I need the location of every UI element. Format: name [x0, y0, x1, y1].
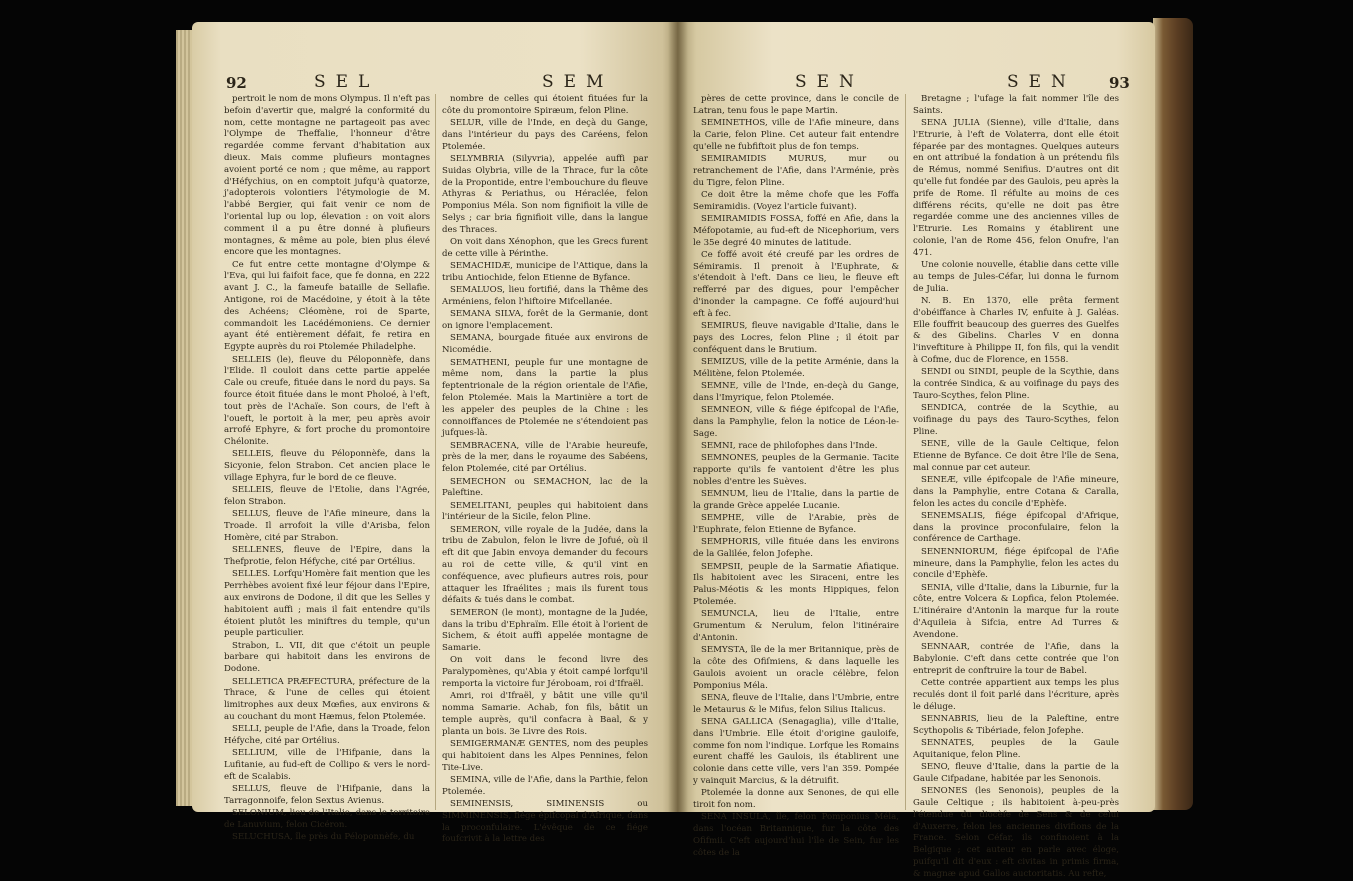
entry-paragraph: SENA INSULA, île, felon Pomponius Méla, dans l'océan Britannique, fur la côte des Ofifmii. C'eft aujourd'hui l'île de Sein, fur les côtes de la: [693, 812, 899, 858]
entry-paragraph: SENENNIORUM, fiége épifcopal de l'Afie mineure, dans la Pamphylie, felon les actes du concile d'Ephèfe.: [913, 546, 1119, 581]
entry-paragraph: SENNABRIS, lieu de la Paleftine, entre Scythopolis & Tibériade, felon Jofephe.: [913, 713, 1119, 736]
entry-paragraph: SEMUNCLA, lieu de l'Italie, entre Grumentum & Nerulum, felon l'itinéraire d'Antonin.: [693, 609, 899, 643]
entry-paragraph: SEMBRACENA, ville de l'Arabie heureufe, près de la mer, dans le royaume des Sabéens, felon Ptolemée, cité par Ortélius.: [442, 440, 648, 475]
entry-paragraph: Bretagne ; l'ufage la fait nommer l'île des Saints.: [913, 94, 1119, 116]
entry-paragraph: SELLUS, fleuve de l'Afie mineure, dans la Troade. Il arrofoit la ville d'Arisba, felon Homère, cité par Strabon.: [224, 509, 430, 543]
entry-paragraph: SENONES (les Senonois), peuples de la Gaule Celtique ; ils habitoient à-peu-près l'étendue du diocèfe de Sens & de celui d'Auxerre, felon les anciennes divifions de la France. Selon Céfar, ils confinoient à la Belgique ; cet auteur en parle avec éloge, puifqu'il dit d'eux : eft civitas in primis firma, & magnæ apud Gallos auctoritatis. Au refte,: [913, 786, 1119, 879]
entry-paragraph: SELLI, peuple de l'Afie, dans la Troade, felon Héfyche, cité par Ortélius.: [224, 724, 430, 747]
entry-paragraph: SEMNE, ville de l'Inde, en-deçà du Gange, dans l'Imyrique, felon Ptolemée.: [693, 381, 899, 403]
entry-paragraph: pertroit le nom de mons Olympus. Il n'eft pas befoin d'avertir que, malgré la conformité du nom, cette montagne ne partageoit pas avec l'Olympe de Theffalie, l'honneur d'être regardée comme fervant d'habitation aux dieux. Mais comme plufieurs montagnes avoient porté ce nom ; que même, au rapport d'Héfychius, on en comptoit jufqu'à quatorze, j'adopterois volontiers l'étymologie de M. l'abbé Bergier, qui fait venir ce nom de l'oriental lup ou lop, élevation : on voit alors comment il a pu être donné à plufieurs montagnes, & même au pole, bien plus élevé encore que les montagnes.: [224, 94, 430, 258]
entry-paragraph: Ce doit être la même chofe que les Foffa Semiramidis. (Voyez l'article fuivant).: [693, 189, 899, 212]
entry-paragraph: SEMINA, ville de l'Afie, dans la Parthie, felon Ptolemée.: [442, 774, 648, 797]
entry-paragraph: SENA GALLICA (Senagaglia), ville d'Italie, dans l'Umbrie. Elle étoit d'origine gauloife, comme fon nom l'indique. Lorfque les Romains eurent chaffé les Gaulois, ils établirent une colonie dans cette ville, vers l'an 359. Pompée y vainquit Marcius, & la détruifit.: [693, 716, 899, 786]
entry-paragraph: SEMANA SILVA, forêt de la Germanie, dont on ignore l'emplacement.: [442, 309, 648, 332]
entry-paragraph: SEMALUOS, lieu fortifié, dans la Thême des Arméniens, felon l'hiftoire Mifcellanée.: [442, 285, 648, 308]
entry-paragraph: nombre de celles qui étoient fituées fur la côte du promontoire Spiræum, felon Pline.: [442, 94, 648, 116]
entry-paragraph: On voit dans Xénophon, que les Grecs furent de cette ville à Périnthe.: [442, 237, 648, 259]
entry-paragraph: SEMERON, ville royale de la Judée, dans la tribu de Zabulon, felon le livre de Jofué, où il eft dit que Jabin envoya demander du fecours au roi de cette ville, & qu'il vint en conféquence, avec plufieurs autres rois, pour attaquer les Ifraélites ; mais ils furent tous défaits & tués dans le combat.: [442, 524, 648, 606]
entry-paragraph: SENEÆ, ville épifcopale de l'Afie mineure, dans la Pamphylie, entre Cotana & Caralla, felon les actes du concile d'Ephèfe.: [913, 475, 1119, 509]
entry-paragraph: SEMPHE, ville de l'Arabie, près de l'Euphrate, felon Etienne de Byfance.: [693, 513, 899, 536]
entry-paragraph: SELONIUM, lieu de l'Italie, dans le territoire de Lanuvium, felon Cicéron.: [224, 808, 430, 831]
entry-paragraph: Cette contrée appartient aux temps les plus reculés dont il foit parlé dans l'écriture, après le déluge.: [913, 678, 1119, 712]
entry-paragraph: SEMNEON, ville & fiége épifcopal de l'Afie, dans la Pamphylie, felon la notice de Léon-le-Sage.: [693, 405, 899, 439]
page-number: 92: [226, 74, 247, 92]
entry-paragraph: SEMNONES, peuples de la Germanie. Tacite rapporte qu'ils fe vantoient d'être les plus nobles d'entre les Suèves.: [693, 453, 899, 487]
entry-paragraph: SEMELITANI, peuples qui habitoient dans l'intérieur de la Sicile, felon Pline.: [442, 500, 648, 523]
text-column-1: [693, 94, 899, 858]
entry-paragraph: SELLES. Lorfqu'Homère fait mention que les Perrhèbes avoient fixé leur féjour dans l'Epire, aux environs de Dodone, il dit que les Selles y habitoient auffi ; mais il fait entendre qu'ils étoient plutôt les miniftres du temple, qu'un peuple particulier.: [224, 569, 430, 639]
entry-paragraph: SEMECHON ou SEMACHON, lac de la Paleftine.: [442, 476, 648, 499]
entry-paragraph: SENE, ville de la Gaule Celtique, felon Etienne de Byfance. Ce doit être l'île de Sena, mal connue par cet auteur.: [913, 439, 1119, 473]
entry-paragraph: SELLEIS (le), fleuve du Péloponnèfe, dans l'Elide. Il couloit dans cette partie appelée Cale ou creufe, fituée dans le nord du pays. Sa fource étoit fituée dans le mont Pholoé, à l'eft, tout près de l'Achaïe. Son cours, de l'eft à l'oueft, le portoit à la mer, peu après avoir arrofé Ephyre, & fort proche du promontoire Chélonite.: [224, 354, 430, 448]
entry-paragraph: SEMYSTA, île de la mer Britannique, près de la côte des Ofiſmiens, & dans laquelle les Gaulois avoient un oracle célèbre, felon Pomponius Méla.: [693, 645, 899, 691]
entry-paragraph: SELLEIS, fleuve de l'Etolie, dans l'Agrée, felon Strabon.: [224, 485, 430, 508]
entry-paragraph: pères de cette province, dans le concile de Latran, tenu fous le pape Martin.: [693, 94, 899, 116]
entry-paragraph: SENO, fleuve d'Italie, dans la partie de la Gaule Cifpadane, habitée par les Senonois.: [913, 762, 1119, 784]
entry-paragraph: Amri, roi d'Ifraël, y bâtit une ville qu'il nomma Samarie. Achab, fon fils, bâtit un temple auprès, qu'il confacra à Baal, & y planta un bois. 3e Livre des Rois.: [442, 691, 648, 737]
entry-paragraph: Ce fut entre cette montagne d'Olympe & l'Eva, qui lui faifoit face, que fe donna, en 222 avant J. C., la fameufe bataille de Sellafie. Antigone, roi de Macédoine, y étoit à la tête des Achéens; Cléomène, roi de Sparte, commandoit les Lacédémoniens. Ce dernier ayant été entièrement défait, fe retira en Egypte auprès du roi Ptolemée Philadelphe.: [224, 259, 430, 353]
entry-paragraph: SEMANA, bourgade fituée aux environs de Nicomédie.: [442, 333, 648, 356]
entry-paragraph: SEMIZUS, ville de la petite Arménie, dans la Mélitène, felon Ptolemée.: [693, 357, 899, 379]
entry-paragraph: SENEMSALIS, fiége épifcopal d'Afrique, dans la province proconfulaire, felon la conférence de Carthage.: [913, 510, 1119, 545]
text-column-1: [224, 94, 430, 843]
entry-paragraph: On voit dans le fecond livre des Paralypomènes, qu'Abia y étoit campé lorfqu'il remporta la victoire fur Jéroboam, roi d'Ifraël.: [442, 655, 648, 690]
entry-paragraph: SENNAAR, contrée de l'Afie, dans la Babylonie. C'eft dans cette contrée que l'on entreprit de conftruire la tour de Babel.: [913, 642, 1119, 676]
text-column-2: [913, 94, 1119, 879]
entry-paragraph: Ptolemée la donne aux Senones, de qui elle tiroit fon nom.: [693, 788, 899, 811]
entry-paragraph: SEMNUM, lieu de l'Italie, dans la partie de la grande Grèce appelée Lucanie.: [693, 489, 899, 512]
entry-paragraph: SELUCHUSA, île près du Péloponnèfe, du: [232, 832, 415, 843]
entry-paragraph: SELLUS, fleuve de l'Hifpanie, dans la Tarragonnoife, felon Sextus Avienus.: [224, 784, 430, 807]
entry-paragraph: SENIA, ville d'Italie, dans la Liburnie, fur la côte, entre Volcera & Lopfica, felon Ptolemée. L'itinéraire d'Antonin la marque fur la route d'Aquileia à Sifcia, entre Ad Turres & Avendone.: [913, 582, 1119, 640]
left-page: [192, 22, 677, 845]
running-header: SEN: [795, 72, 864, 92]
column-divider: [905, 94, 906, 810]
entry-paragraph: SEMATHENI, peuple fur une montagne de même nom, dans la partie la plus feptentrionale de la région orientale de l'Afie, felon Ptolemée. Mais la Martinière a tort de les appeler des peuples de la Chine : les connoiffances de Ptolemée ne s'étendoient pas jufques-là.: [442, 357, 648, 439]
entry-paragraph: SEMIGERMANÆ GENTES, nom des peuples qui habitoient dans les Alpes Pennines, felon Tite-Live.: [442, 739, 648, 773]
entry-paragraph: SELUR, ville de l'Inde, en deçà du Gange, dans l'intérieur du pays des Caréens, felon Ptolemée.: [442, 118, 648, 152]
entry-paragraph: SEMIRAMIDIS MURUS, mur ou retranchement de l'Afie, dans l'Arménie, près du Tigre, felon Pline.: [693, 153, 899, 188]
entry-paragraph: SEMACHIDÆ, municipe de l'Attique, dans la tribu Antiochide, felon Etienne de Byfance.: [442, 261, 648, 283]
entry-paragraph: Ce foffé avoit été creufé par les ordres de Sémiramis. Il prenoit à l'Euphrate, & s'étendoit à l'eft. Dans ce lieu, le fleuve eft refferré par des digues, pour l'empêcher d'inonder la campagne. Ce foffé aujourd'hui eft à fec.: [693, 249, 899, 319]
entry-paragraph: SELLETICA PRÆFECTURA, préfecture de la Thrace, & l'une de celles qui étoient limitrophes aux deux Mœfies, aux environs & au couchant du mont Hæmus, felon Ptolemée.: [224, 676, 430, 722]
entry-paragraph: SEMINETHOS, ville de l'Afie mineure, dans la Carie, felon Pline. Cet auteur fait entendre qu'elle ne fubfiftoit plus de fon temps.: [693, 118, 899, 152]
text-column-2: [442, 94, 648, 845]
right-page: [677, 22, 1155, 879]
running-header-right: SEM: [542, 72, 614, 92]
book-gutter: [668, 22, 688, 812]
entry-paragraph: N. B. En 1370, elle prêta ferment d'obéiffance à Charles IV, enfuite à J. Galéas. Elle fouffrit beaucoup des guerres des Guelfes & des Gibelins. Charles V en donna l'inveftiture à Philippe II, fon fils, qui la vendit à Cofme, duc de Florence, en 1558.: [913, 296, 1119, 366]
entry-paragraph: SENA, fleuve de l'Italie, dans l'Umbrie, entre le Metaurus & le Mifus, felon Silius Italicus.: [693, 692, 899, 715]
entry-paragraph: SEMNI, race de philofophes dans l'Inde.: [701, 441, 878, 452]
entry-paragraph: SELYMBRIA (Silyvria), appelée auffi par Suidas Olybria, ville de la Thrace, fur la côte de la Propontide, entre l'embouchure du fleuve Athyras & Periathus, ou Héraclée, felon Pomponius Méla. Son nom fignifioit la ville de Selys ; car bria fignifioit ville, dans la langue des Thraces.: [442, 153, 648, 235]
column-divider: [435, 94, 436, 810]
entry-paragraph: SELLIUM, ville de l'Hifpanie, dans la Lufitanie, au fud-eft de Collipo & vers le nord-eft de Scalabis.: [224, 748, 430, 782]
entry-paragraph: SEMPSII, peuple de la Sarmatie Afiatique. Ils habitoient avec les Siraceni, entre les Palus-Méotis & les monts Hippiques, felon Ptolemée.: [693, 561, 899, 607]
entry-paragraph: SEMIRAMIDIS FOSSA, foffé en Afie, dans la Méfopotamie, au fud-eft de Nicephorium, vers le 35e degré 40 minutes de latitude.: [693, 213, 899, 248]
entry-paragraph: SELLEIS, fleuve du Péloponnèfe, dans la Sicyonie, felon Strabon. Cet ancien place le village Ephyra, fur le bord de ce fleuve.: [224, 449, 430, 483]
entry-paragraph: Strabon, L. VII, dit que c'étoit un peuple barbare qui habitoit dans les environs de Dodone.: [224, 640, 430, 675]
entry-paragraph: SENDI ou SINDI, peuple de la Scythie, dans la contrée Sindica, & au voifinage du pays des Tauro-Scythes, felon Pline.: [913, 367, 1119, 401]
running-header-right: SEN: [1007, 72, 1076, 92]
entry-paragraph: SEMERON (le mont), montagne de la Judée, dans la tribu d'Ephraïm. Elle étoit à l'orient de Sichem, & étoit auffi appelée montagne de Samarie.: [442, 607, 648, 654]
entry-paragraph: SEMPHORIS, ville fituée dans les environs de la Galilée, felon Jofephe.: [693, 537, 899, 560]
entry-paragraph: SENNATES, peuples de la Gaule Aquitanique, felon Pline.: [913, 738, 1119, 760]
page-number: 93: [1109, 74, 1130, 92]
entry-paragraph: SELLENES, fleuve de l'Epire, dans la Thefprotie, felon Héfyche, cité par Ortélius.: [224, 545, 430, 568]
entry-paragraph: SEMIRUS, fleuve navigable d'Italie, dans le pays des Locres, felon Pline ; il étoit par conféquent dans le Brutium.: [693, 321, 899, 355]
entry-paragraph: SENDICA, contrée de la Scythie, au voifinage du pays des Tauro-Scythes, felon Pline.: [913, 403, 1119, 437]
entry-paragraph: SEMINENSIS, SIMINENSIS ou SIMMINENSIS, fiége épifcopal d'Afrique, dans la proconfulaire. L'évêque de ce fiége foufcrivit à la lettre des: [442, 799, 648, 845]
entry-paragraph: SENA JULIA (Sienne), ville d'Italie, dans l'Etrurie, à l'eft de Volaterra, dont elle étoit féparée par des montagnes. Quelques auteurs en ont attribué la fondation à un prétendu fils de Rémus, nommé Senifius. D'autres ont dit qu'elle fut fondée par des Gaulois, peu après la prife de Rome. Il réfulte au moins de ces différens récits, qu'elle ne doit pas être regardée comme une des anciennes villes de l'Etrurie. Les Romains y établirent une colonie, l'an de Rome 456, felon Onufre, l'an 471.: [913, 118, 1119, 258]
book-cover-edge: [1153, 18, 1193, 810]
entry-paragraph: Une colonie nouvelle, établie dans cette ville au temps de Jules-Céfar, lui donna le furnom de Julia.: [913, 260, 1119, 294]
running-header: SEL: [314, 72, 380, 92]
